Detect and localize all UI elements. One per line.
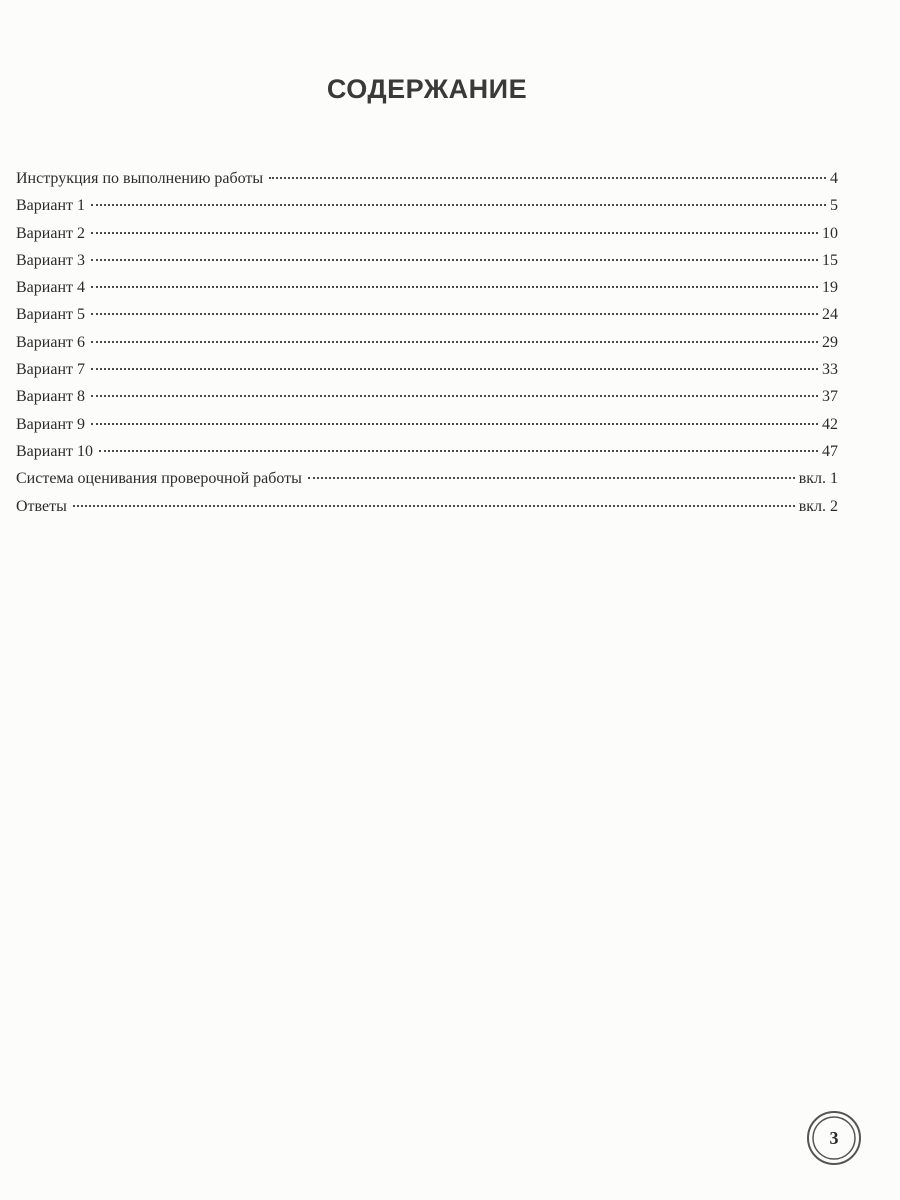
toc-entry-variant-2 [16,225,838,252]
toc-entry-variant-3 [16,252,838,279]
dot-leader [91,232,818,234]
toc-entry-label: Вариант 9 [16,415,85,433]
toc-entry-variant-1 [16,197,838,224]
page-title: СОДЕРЖАНИЕ [326,74,528,104]
toc-entry-page: 47 [822,442,838,460]
toc-entry-variant-5 [16,306,838,333]
table-of-contents [16,170,838,525]
dot-leader [91,395,818,397]
dot-leader [269,177,826,179]
toc-entry-variant-9 [16,416,838,443]
toc-entry-page: 37 [822,388,838,406]
toc-entry-label: Вариант 1 [16,197,85,215]
toc-entry-page: 19 [822,279,838,297]
toc-entry-label: Вариант 2 [16,224,85,242]
toc-entry-page: 42 [822,415,838,433]
dot-leader [91,259,818,261]
page-number-badge [806,1110,862,1166]
toc-entry-variant-6 [16,334,838,361]
toc-entry-label: Вариант 7 [16,361,85,379]
toc-entry-label: Вариант 3 [16,251,85,269]
dot-leader [91,286,818,288]
toc-entry-answers [16,498,838,525]
dot-leader [91,368,818,370]
dot-leader [99,450,818,452]
toc-entry-label: Вариант 8 [16,388,85,406]
toc-entry-variant-10 [16,443,838,470]
toc-entry-page: 33 [822,361,838,379]
toc-entry-label: Система оценивания проверочной работы [16,470,302,488]
toc-entry-variant-7 [16,361,838,388]
toc-entry-page: вкл. 1 [798,470,838,488]
dot-leader [91,313,818,315]
dot-leader [91,204,826,206]
toc-entry-page: 15 [822,251,838,269]
page-number: 3 [829,1128,839,1148]
dot-leader [91,423,818,425]
dot-leader [91,341,818,343]
toc-entry-variant-8 [16,388,838,415]
toc-entry-page: 29 [822,333,838,351]
toc-entry-page: 4 [830,170,838,187]
toc-entry-label: Вариант 6 [16,333,85,351]
dot-leader [73,505,795,507]
toc-entry-instructions [16,170,838,197]
toc-entry-variant-4 [16,279,838,306]
toc-entry-page: 10 [822,224,838,242]
toc-entry-page: 24 [822,306,838,324]
toc-entry-label: Ответы [16,497,67,515]
dot-leader [308,477,795,479]
toc-entry-label: Вариант 4 [16,279,85,297]
toc-entry-grading-system [16,470,838,497]
toc-entry-label: Вариант 5 [16,306,85,324]
toc-entry-page: 5 [830,197,838,215]
toc-entry-label: Инструкция по выполнению работы [16,170,264,187]
toc-entry-page: вкл. 2 [798,497,838,515]
toc-entry-label: Вариант 10 [16,442,93,460]
